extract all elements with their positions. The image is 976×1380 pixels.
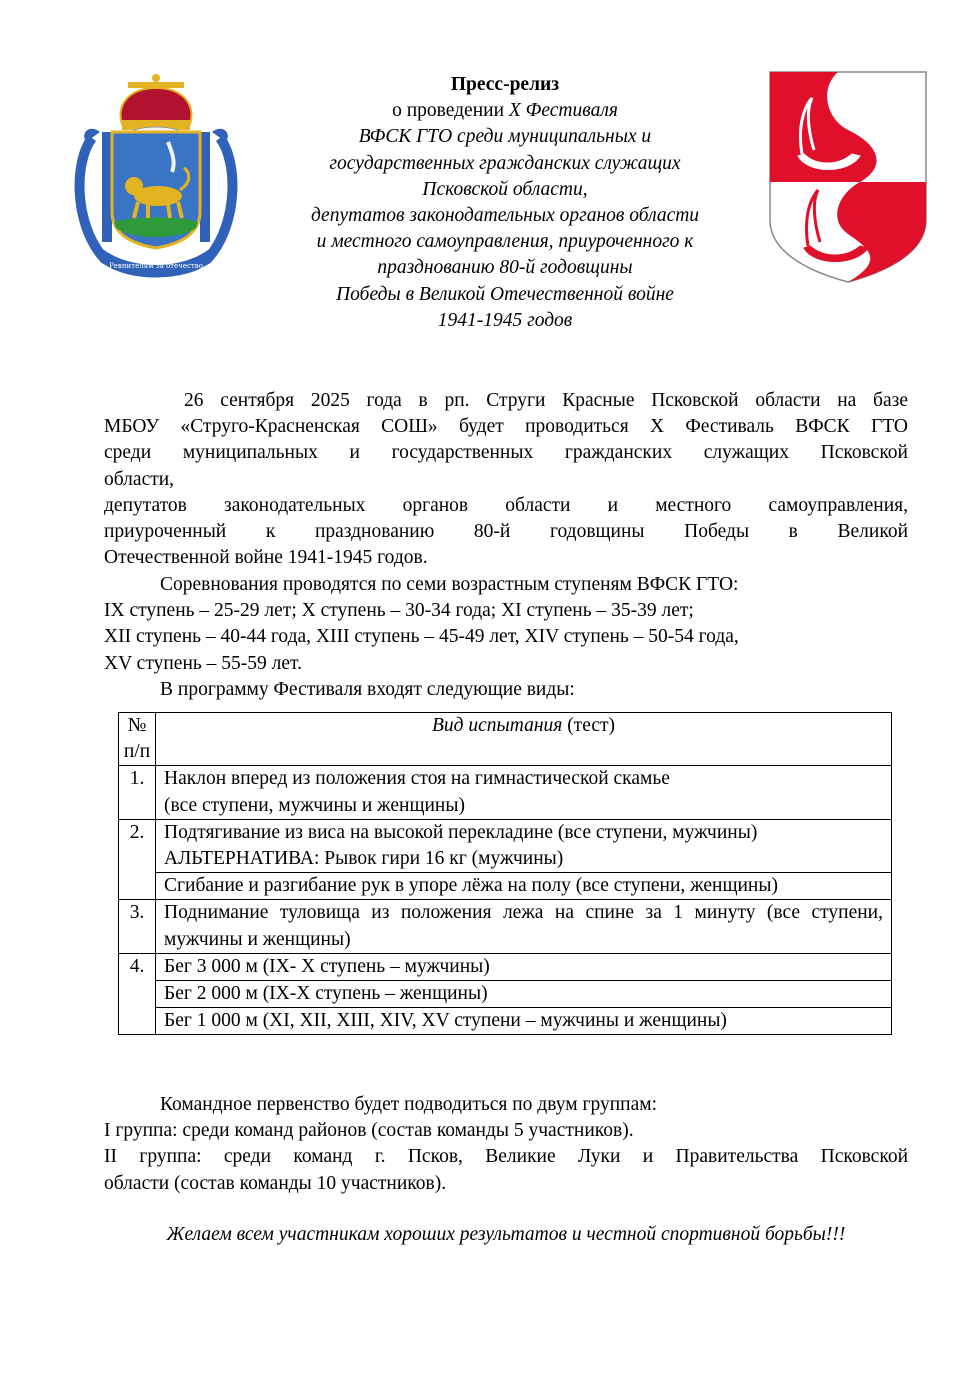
paragraph-line: IX ступень – 25-29 лет; X ступень – 30-34 года; XI ступень – 35-39 лет; [104, 600, 694, 622]
tests-table [118, 712, 892, 1035]
test-cell: Бег 3 000 м (IX- X ступень – мужчины) [156, 953, 892, 980]
paragraph-line: депутатов законодательных органов области и местного самоуправления, [104, 494, 908, 516]
paragraph-line: Отечественной войне 1941-1945 годов. [104, 547, 428, 569]
table-row [119, 900, 892, 953]
row-number: 3. [119, 900, 156, 953]
header-line: празднованию 80-й годовщины [377, 257, 633, 279]
table-row [119, 981, 892, 1008]
paragraph-line: XV ступень – 55-59 лет. [104, 652, 302, 674]
header-line: 1941-1945 годов [437, 309, 573, 331]
team-championship-paragraph [104, 1092, 908, 1197]
paragraph-line: В программу Фестиваля входят следующие виды: [160, 678, 575, 700]
age-stages-paragraph [104, 572, 908, 703]
test-cell: Сгибание и разгибание рук в упоре лёжа на полу (все ступени, женщины) [156, 873, 892, 900]
test-cell: Бег 1 000 м (XI, XII, XIII, XIV, XV ступени – мужчины и женщины) [156, 1008, 892, 1035]
paragraph-line: Командное первенство будет подводиться по двум группам: [160, 1094, 657, 1115]
paragraph-line: области, [104, 468, 175, 490]
header-number-cell: № п/п [119, 713, 156, 766]
header-line: Псковской области, [422, 178, 588, 200]
paragraph-line: Соревнования проводятся по семи возрастным ступеням ВФСК ГТО: [160, 574, 739, 595]
table-row [119, 1008, 892, 1035]
paragraph-line: I группа: среди команд районов (состав команды 5 участников). [104, 1120, 634, 1142]
row-number: 4. [119, 953, 156, 1035]
paragraph-line: 26 сентября 2025 года в рп. Струги Красные Псковской области на базе [184, 390, 908, 411]
page-title: Пресс-релиз [450, 74, 560, 95]
header-test-cell: Вид испытания (тест) [156, 713, 892, 766]
test-cell: Подтягивание из виса на высокой перекладине (все ступени, мужчины) АЛЬТЕРНАТИВА: Рывок гири 16 кг (мужчины) [156, 819, 892, 872]
table-row [119, 953, 892, 980]
header-subtitle: о проведении X Фестиваля [392, 100, 618, 122]
header-line: ВФСК ГТО среди муниципальных и [358, 126, 652, 148]
intro-paragraph [104, 388, 908, 571]
row-number: 2. [119, 819, 156, 900]
pskov-coat-of-arms-icon [72, 72, 240, 284]
header-line: Победы в Великой Отечественной войне [336, 283, 674, 305]
table-row [119, 873, 892, 900]
header-line: депутатов законодательных органов области [310, 205, 700, 227]
test-cell: Поднимание туловища из положения лежа на спине за 1 минуту (все ступени, мужчины и женщины) [156, 900, 892, 953]
paragraph-line: XII ступень – 40-44 года, XIII ступень – 45-49 лет, XIV ступень – 50-54 года, [104, 626, 739, 648]
closing-wish: Желаем всем участникам хороших результатов и честной спортивной борьбы!!! [166, 1224, 846, 1245]
table-header-row [119, 713, 892, 766]
test-cell: Наклон вперед из положения стоя на гимнастической скамье (все ступени, мужчины и женщины) [156, 766, 892, 819]
paragraph-line: области (состав команды 10 участников). [104, 1172, 447, 1194]
header-line: государственных гражданских служащих [329, 152, 681, 174]
press-release-header [250, 72, 760, 334]
header-line: и местного самоуправления, приуроченного к [316, 231, 694, 253]
coat-motto: Ревнителям за отечество [109, 262, 203, 270]
strugi-krasnye-coat-of-arms-icon [768, 70, 928, 284]
row-number: 1. [119, 766, 156, 819]
paragraph-line: приуроченный к празднованию 80-й годовщины Победы в Великой [104, 521, 908, 543]
paragraph-line: МБОУ «Струго-Красненская СОШ» будет проводиться X Фестиваль ВФСК ГТО [104, 416, 908, 438]
paragraph-line: II группа: среди команд г. Псков, Великие Луки и Правительства Псковской [104, 1146, 908, 1168]
table-row [119, 766, 892, 819]
test-cell: Бег 2 000 м (IX-X ступень – женщины) [156, 981, 892, 1008]
paragraph-line: среди муниципальных и государственных гражданских служащих Псковской [104, 442, 908, 464]
table-row [119, 819, 892, 872]
